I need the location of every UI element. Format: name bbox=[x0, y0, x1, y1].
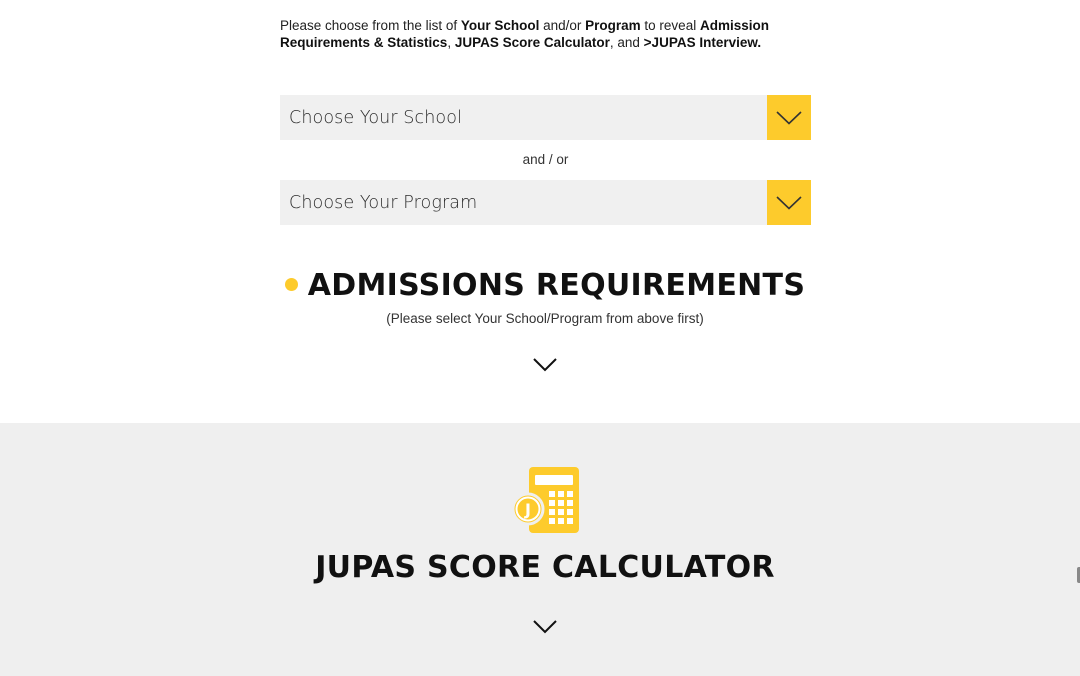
intro-highlight-school: Your School bbox=[460, 18, 540, 33]
chevron-down-icon bbox=[776, 111, 802, 125]
program-select-value: Choose Your Program bbox=[289, 192, 478, 213]
bullet-dot-icon bbox=[285, 278, 298, 291]
program-select[interactable] bbox=[280, 180, 811, 225]
intro-text-part: , bbox=[447, 35, 455, 50]
intro-highlight-program: Program bbox=[585, 18, 641, 33]
and-or-separator: and / or bbox=[522, 152, 569, 167]
program-select-toggle[interactable] bbox=[767, 180, 811, 225]
intro-text bbox=[280, 17, 820, 51]
school-select-value: Choose Your School bbox=[289, 107, 462, 128]
calculator-icon-letter: J bbox=[525, 500, 531, 519]
calculator-icon bbox=[510, 465, 582, 535]
intro-text-part: Please choose from the list of bbox=[280, 18, 461, 33]
intro-highlight-calculator: JUPAS Score Calculator bbox=[454, 35, 610, 50]
intro-text-part: , and bbox=[609, 35, 644, 50]
score-calculator-section bbox=[0, 423, 1080, 676]
chevron-down-icon[interactable] bbox=[532, 356, 558, 374]
admissions-requirements-title: ADMISSIONS REQUIREMENTS bbox=[307, 268, 806, 303]
chevron-down-icon bbox=[776, 196, 802, 210]
score-calculator-title: JUPAS SCORE CALCULATOR bbox=[315, 550, 775, 585]
admissions-requirements-heading bbox=[0, 268, 1080, 303]
admissions-requirements-subtitle: (Please select Your School/Program from above first) bbox=[386, 311, 704, 326]
intro-text-part: to reveal bbox=[640, 18, 700, 33]
intro-highlight-requirements: Admission Requirements & Statistics bbox=[280, 18, 769, 50]
intro-text-part: and/or bbox=[539, 18, 586, 33]
intro-highlight-interview: >JUPAS Interview. bbox=[643, 35, 762, 50]
school-select[interactable] bbox=[280, 95, 811, 140]
chevron-down-icon[interactable] bbox=[532, 618, 558, 636]
school-select-toggle[interactable] bbox=[767, 95, 811, 140]
